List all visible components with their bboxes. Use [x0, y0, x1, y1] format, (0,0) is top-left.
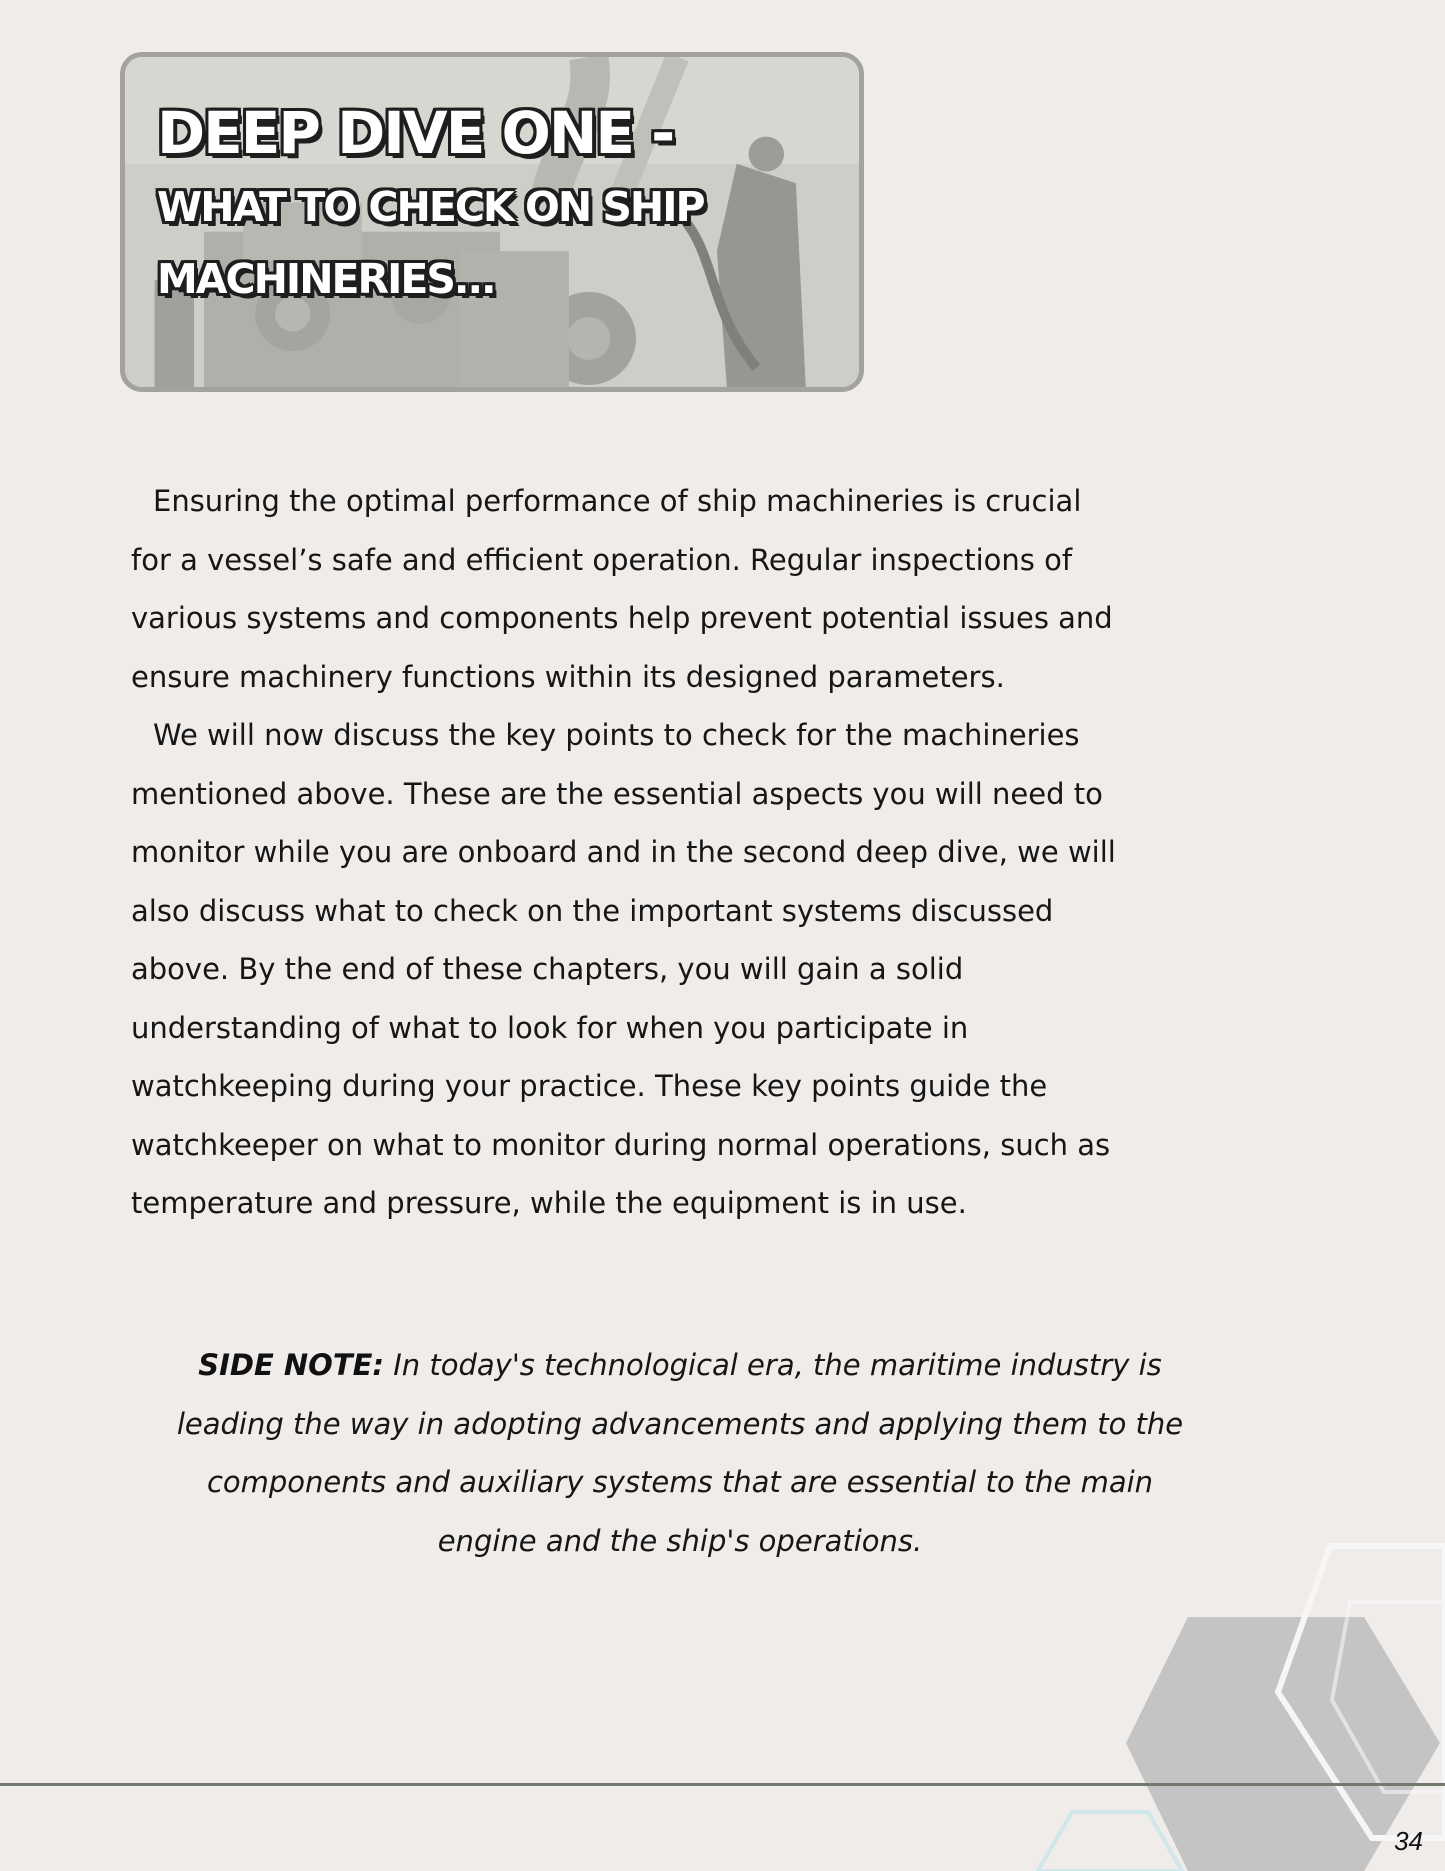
title-line-1: DEEP DIVE ONE -	[157, 99, 674, 167]
paragraph-2-line: monitor while you are onboard and in the second deep dive, we will	[131, 835, 1116, 869]
hexagon-decoration-icon	[960, 1530, 1445, 1871]
page-number: 34	[1394, 1826, 1423, 1856]
side-note-label: SIDE NOTE:	[198, 1348, 385, 1382]
paragraph-2-line: temperature and pressure, while the equipment is in use.	[131, 1186, 967, 1220]
footer-divider	[0, 1783, 1445, 1786]
paragraph-2-line: above. By the end of these chapters, you will gain a solid	[131, 952, 964, 986]
paragraph-1-line: ensure machinery functions within its designed parameters.	[131, 659, 1005, 694]
page-title	[157, 95, 704, 315]
title-line-2: WHAT TO CHECK ON SHIP	[157, 183, 704, 231]
side-note-line-3: components and auxiliary systems that are essential to the main	[206, 1465, 1154, 1499]
title-line-3: MACHINERIES...	[157, 255, 495, 303]
paragraph-2-line: We will now discuss the key points to check for the machineries	[153, 718, 1080, 752]
paragraph-1-line: for a vessel’s safe and efficient operation. Regular inspections of	[131, 542, 1073, 577]
side-note-line-4: engine and the ship's operations.	[437, 1523, 923, 1558]
paragraph-1-line: Ensuring the optimal performance of ship machineries is crucial	[153, 484, 1082, 518]
side-note-line-2: leading the way in adopting advancements and applying them to the	[176, 1406, 1184, 1441]
paragraph-2-line: also discuss what to check on the important systems discussed	[131, 893, 1054, 928]
paragraph-2-line: watchkeeper on what to monitor during normal operations, such as	[131, 1127, 1111, 1162]
body-text	[131, 472, 1231, 1233]
paragraph-2-line: understanding of what to look for when you participate in	[131, 1010, 969, 1045]
paragraph-1-line: various systems and components help prevent potential issues and	[131, 601, 1113, 635]
paragraph-2-line: mentioned above. These are the essential aspects you will need to	[131, 776, 1103, 811]
title-banner	[120, 52, 864, 392]
paragraph-2-line: watchkeeping during your practice. These key points guide the	[131, 1069, 1048, 1103]
side-note-text: In today's technological era, the maritime industry is	[384, 1348, 1162, 1382]
side-note-line-1	[100, 1336, 1260, 1395]
